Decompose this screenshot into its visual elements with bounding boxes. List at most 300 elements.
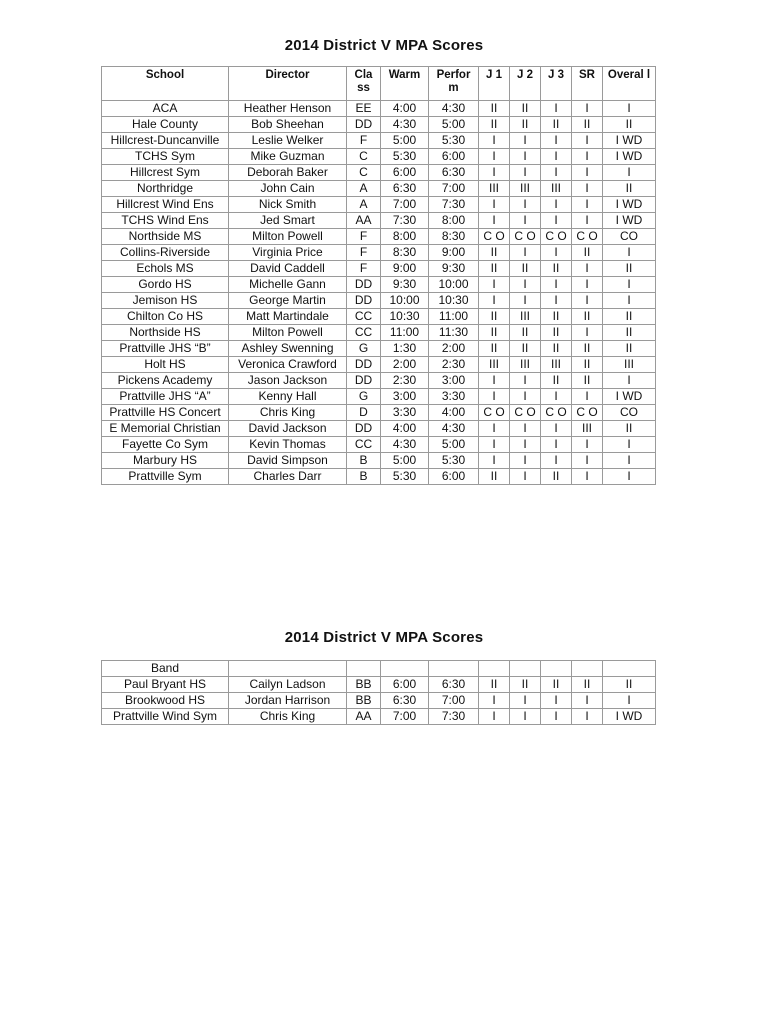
table-row: [102, 325, 656, 341]
perform-cell: 5:00: [429, 437, 479, 453]
class-cell: CC: [347, 309, 381, 325]
warm-cell: 4:30: [381, 117, 429, 133]
warm-cell: 4:00: [381, 101, 429, 117]
j2-cell: III: [510, 309, 541, 325]
j2-cell: II: [510, 341, 541, 357]
sr-cell: II: [572, 309, 603, 325]
sr-cell: II: [572, 341, 603, 357]
perform-cell: 7:30: [429, 197, 479, 213]
warm-cell: 7:00: [381, 197, 429, 213]
table-row: [102, 149, 656, 165]
j1-cell: I: [479, 709, 510, 725]
warm-cell: 5:00: [381, 133, 429, 149]
school-cell: Band: [102, 661, 229, 677]
j1-cell: I: [479, 213, 510, 229]
j3-cell: II: [541, 469, 572, 485]
class-cell: G: [347, 389, 381, 405]
overall-cell: II: [603, 677, 656, 693]
sr-cell: I: [572, 709, 603, 725]
warm-cell: 4:00: [381, 421, 429, 437]
j2-cell: I: [510, 693, 541, 709]
director-cell: Milton Powell: [229, 229, 347, 245]
school-cell: Jemison HS: [102, 293, 229, 309]
warm-cell: 6:30: [381, 181, 429, 197]
overall-cell: I: [603, 165, 656, 181]
school-cell: Prattville Sym: [102, 469, 229, 485]
table-row: [102, 693, 656, 709]
table-row: [102, 437, 656, 453]
j2-cell: I: [510, 197, 541, 213]
j1-cell: II: [479, 101, 510, 117]
school-cell: Holt HS: [102, 357, 229, 373]
j2-cell: I: [510, 453, 541, 469]
director-cell: David Simpson: [229, 453, 347, 469]
warm-cell: 2:00: [381, 357, 429, 373]
j1-cell: I: [479, 389, 510, 405]
j1-cell: II: [479, 677, 510, 693]
director-cell: Virginia Price: [229, 245, 347, 261]
header-perform: Perfor m: [429, 67, 479, 101]
perform-cell: 8:00: [429, 213, 479, 229]
sr-cell: I: [572, 693, 603, 709]
warm-cell: 6:30: [381, 693, 429, 709]
j2-cell: II: [510, 101, 541, 117]
j1-cell: II: [479, 261, 510, 277]
j1-cell: C O: [479, 405, 510, 421]
school-cell: Hillcrest Sym: [102, 165, 229, 181]
perform-cell: 6:30: [429, 165, 479, 181]
overall-cell: I: [603, 469, 656, 485]
perform-cell: 6:00: [429, 149, 479, 165]
j2-cell: I: [510, 213, 541, 229]
j1-cell: C O: [479, 229, 510, 245]
class-cell: C: [347, 149, 381, 165]
table-row: [102, 453, 656, 469]
perform-cell: 2:30: [429, 357, 479, 373]
overall-cell: II: [603, 341, 656, 357]
j3-cell: III: [541, 181, 572, 197]
overall-cell: II: [603, 421, 656, 437]
school-cell: Echols MS: [102, 261, 229, 277]
director-cell: Veronica Crawford: [229, 357, 347, 373]
j2-cell: II: [510, 117, 541, 133]
class-cell: DD: [347, 357, 381, 373]
j1-cell: II: [479, 309, 510, 325]
school-cell: Collins-Riverside: [102, 245, 229, 261]
overall-cell: CO: [603, 229, 656, 245]
director-cell: Charles Darr: [229, 469, 347, 485]
class-cell: B: [347, 453, 381, 469]
school-cell: Fayette Co Sym: [102, 437, 229, 453]
warm-cell: 6:00: [381, 165, 429, 181]
j1-cell: I: [479, 453, 510, 469]
director-cell: Cailyn Ladson: [229, 677, 347, 693]
j2-cell: I: [510, 389, 541, 405]
scores-table-body: [102, 101, 656, 485]
warm-cell: 9:00: [381, 261, 429, 277]
header-overall: Overal l: [603, 67, 656, 101]
table-row: [102, 677, 656, 693]
j3-cell: I: [541, 709, 572, 725]
overall-cell: I: [603, 277, 656, 293]
table-row: [102, 389, 656, 405]
school-cell: Pickens Academy: [102, 373, 229, 389]
sr-cell: I: [572, 197, 603, 213]
perform-cell: 5:30: [429, 133, 479, 149]
sr-cell: C O: [572, 229, 603, 245]
perform-cell: 9:00: [429, 245, 479, 261]
director-cell: Jed Smart: [229, 213, 347, 229]
j2-cell: II: [510, 325, 541, 341]
table-row: [102, 469, 656, 485]
class-cell: A: [347, 197, 381, 213]
j3-cell: II: [541, 309, 572, 325]
director-cell: Matt Martindale: [229, 309, 347, 325]
j3-cell: I: [541, 101, 572, 117]
sr-cell: [572, 661, 603, 677]
j2-cell: I: [510, 133, 541, 149]
school-cell: Marbury HS: [102, 453, 229, 469]
table-row: [102, 309, 656, 325]
class-cell: EE: [347, 101, 381, 117]
j1-cell: II: [479, 117, 510, 133]
overall-cell: I: [603, 293, 656, 309]
j3-cell: I: [541, 133, 572, 149]
sr-cell: I: [572, 293, 603, 309]
director-cell: Kevin Thomas: [229, 437, 347, 453]
perform-cell: 7:30: [429, 709, 479, 725]
school-cell: Northridge: [102, 181, 229, 197]
header-school: School: [102, 67, 229, 101]
class-cell: F: [347, 261, 381, 277]
j1-cell: I: [479, 293, 510, 309]
class-cell: B: [347, 469, 381, 485]
j2-cell: I: [510, 421, 541, 437]
band-scores-table-body: [102, 661, 656, 725]
sr-cell: I: [572, 437, 603, 453]
j2-cell: I: [510, 373, 541, 389]
sr-cell: II: [572, 245, 603, 261]
school-cell: Northside HS: [102, 325, 229, 341]
overall-cell: I: [603, 693, 656, 709]
warm-cell: 3:00: [381, 389, 429, 405]
header-j1: J 1: [479, 67, 510, 101]
j2-cell: I: [510, 165, 541, 181]
header-sr: SR: [572, 67, 603, 101]
table-row: [102, 213, 656, 229]
table-row: [102, 421, 656, 437]
warm-cell: 5:00: [381, 453, 429, 469]
perform-cell: 10:00: [429, 277, 479, 293]
director-cell: Chris King: [229, 405, 347, 421]
j2-cell: III: [510, 181, 541, 197]
j3-cell: I: [541, 389, 572, 405]
table-row: [102, 709, 656, 725]
warm-cell: 3:30: [381, 405, 429, 421]
sr-cell: II: [572, 117, 603, 133]
class-cell: BB: [347, 677, 381, 693]
sr-cell: I: [572, 181, 603, 197]
warm-cell: 2:30: [381, 373, 429, 389]
j3-cell: I: [541, 165, 572, 181]
school-cell: Prattville JHS “B”: [102, 341, 229, 357]
overall-cell: I WD: [603, 213, 656, 229]
j3-cell: I: [541, 245, 572, 261]
class-cell: F: [347, 245, 381, 261]
table-row: [102, 101, 656, 117]
table-row: [102, 277, 656, 293]
director-cell: Heather Henson: [229, 101, 347, 117]
director-cell: [229, 661, 347, 677]
director-cell: Bob Sheehan: [229, 117, 347, 133]
director-cell: Chris King: [229, 709, 347, 725]
warm-cell: 7:00: [381, 709, 429, 725]
j2-cell: I: [510, 709, 541, 725]
class-cell: DD: [347, 293, 381, 309]
perform-cell: 7:00: [429, 181, 479, 197]
j2-cell: I: [510, 149, 541, 165]
overall-cell: I: [603, 245, 656, 261]
j3-cell: I: [541, 149, 572, 165]
j3-cell: C O: [541, 405, 572, 421]
class-cell: D: [347, 405, 381, 421]
sr-cell: I: [572, 165, 603, 181]
director-cell: Nick Smith: [229, 197, 347, 213]
table-row: [102, 293, 656, 309]
j1-cell: I: [479, 693, 510, 709]
warm-cell: 6:00: [381, 677, 429, 693]
perform-cell: 11:30: [429, 325, 479, 341]
sr-cell: I: [572, 213, 603, 229]
header-director: Director: [229, 67, 347, 101]
director-cell: Deborah Baker: [229, 165, 347, 181]
j2-cell: I: [510, 293, 541, 309]
j1-cell: II: [479, 325, 510, 341]
header-warm: Warm: [381, 67, 429, 101]
overall-cell: I WD: [603, 149, 656, 165]
table-row: [102, 373, 656, 389]
j2-cell: I: [510, 437, 541, 453]
j3-cell: I: [541, 421, 572, 437]
school-cell: Hale County: [102, 117, 229, 133]
j2-cell: III: [510, 357, 541, 373]
warm-cell: 10:00: [381, 293, 429, 309]
j2-cell: I: [510, 277, 541, 293]
warm-cell: 8:30: [381, 245, 429, 261]
class-cell: [347, 661, 381, 677]
sr-cell: C O: [572, 405, 603, 421]
director-cell: David Jackson: [229, 421, 347, 437]
sr-cell: III: [572, 421, 603, 437]
warm-cell: 5:30: [381, 149, 429, 165]
table-row: [102, 181, 656, 197]
class-cell: A: [347, 181, 381, 197]
director-cell: Jordan Harrison: [229, 693, 347, 709]
overall-cell: II: [603, 325, 656, 341]
j3-cell: II: [541, 373, 572, 389]
j1-cell: I: [479, 133, 510, 149]
perform-cell: 2:00: [429, 341, 479, 357]
table-row: [102, 245, 656, 261]
overall-cell: CO: [603, 405, 656, 421]
header-j2: J 2: [510, 67, 541, 101]
j3-cell: I: [541, 437, 572, 453]
overall-cell: II: [603, 117, 656, 133]
overall-cell: I: [603, 101, 656, 117]
header-row: [102, 67, 656, 101]
perform-cell: 9:30: [429, 261, 479, 277]
school-cell: E Memorial Christian: [102, 421, 229, 437]
page-title: 2014 District V MPA Scores: [284, 37, 484, 54]
overall-cell: II: [603, 309, 656, 325]
j3-cell: I: [541, 197, 572, 213]
perform-cell: 8:30: [429, 229, 479, 245]
table-row: [102, 117, 656, 133]
overall-cell: III: [603, 357, 656, 373]
j3-cell: II: [541, 261, 572, 277]
sr-cell: I: [572, 277, 603, 293]
sr-cell: I: [572, 149, 603, 165]
warm-cell: 8:00: [381, 229, 429, 245]
j2-cell: II: [510, 677, 541, 693]
perform-cell: 11:00: [429, 309, 479, 325]
class-cell: DD: [347, 277, 381, 293]
j1-cell: II: [479, 341, 510, 357]
j3-cell: II: [541, 325, 572, 341]
overall-cell: I: [603, 373, 656, 389]
school-cell: Hillcrest Wind Ens: [102, 197, 229, 213]
j3-cell: II: [541, 677, 572, 693]
sr-cell: I: [572, 453, 603, 469]
class-cell: C: [347, 165, 381, 181]
j3-cell: II: [541, 341, 572, 357]
class-cell: F: [347, 229, 381, 245]
sr-cell: I: [572, 325, 603, 341]
director-cell: David Caddell: [229, 261, 347, 277]
header-j3: J 3: [541, 67, 572, 101]
director-cell: Kenny Hall: [229, 389, 347, 405]
school-cell: ACA: [102, 101, 229, 117]
class-cell: AA: [347, 213, 381, 229]
school-cell: Paul Bryant HS: [102, 677, 229, 693]
j2-cell: I: [510, 469, 541, 485]
j3-cell: III: [541, 357, 572, 373]
perform-cell: 4:30: [429, 421, 479, 437]
perform-cell: 7:00: [429, 693, 479, 709]
j2-cell: C O: [510, 405, 541, 421]
perform-cell: 5:30: [429, 453, 479, 469]
class-cell: DD: [347, 117, 381, 133]
director-cell: John Cain: [229, 181, 347, 197]
director-cell: Michelle Gann: [229, 277, 347, 293]
school-cell: Prattville HS Concert: [102, 405, 229, 421]
j3-cell: I: [541, 213, 572, 229]
sr-cell: I: [572, 101, 603, 117]
table-row: [102, 229, 656, 245]
section-title: 2014 District V MPA Scores: [284, 629, 484, 646]
class-cell: CC: [347, 325, 381, 341]
warm-cell: 9:30: [381, 277, 429, 293]
overall-cell: I WD: [603, 197, 656, 213]
j1-cell: II: [479, 245, 510, 261]
table-row: [102, 357, 656, 373]
header-class: Cla ss: [347, 67, 381, 101]
director-cell: Jason Jackson: [229, 373, 347, 389]
j2-cell: II: [510, 261, 541, 277]
director-cell: George Martin: [229, 293, 347, 309]
school-cell: Gordo HS: [102, 277, 229, 293]
sr-cell: II: [572, 357, 603, 373]
j1-cell: I: [479, 197, 510, 213]
table-row: [102, 405, 656, 421]
overall-cell: I WD: [603, 133, 656, 149]
school-cell: Chilton Co HS: [102, 309, 229, 325]
j1-cell: I: [479, 437, 510, 453]
j1-cell: I: [479, 277, 510, 293]
j3-cell: [541, 661, 572, 677]
sr-cell: II: [572, 677, 603, 693]
perform-cell: 5:00: [429, 117, 479, 133]
j3-cell: I: [541, 693, 572, 709]
j2-cell: [510, 661, 541, 677]
band-scores-table: [101, 660, 656, 725]
j3-cell: I: [541, 293, 572, 309]
warm-cell: 5:30: [381, 469, 429, 485]
perform-cell: 6:00: [429, 469, 479, 485]
sr-cell: I: [572, 469, 603, 485]
class-cell: CC: [347, 437, 381, 453]
overall-cell: II: [603, 181, 656, 197]
director-cell: Ashley Swenning: [229, 341, 347, 357]
warm-cell: 10:30: [381, 309, 429, 325]
j1-cell: I: [479, 165, 510, 181]
j3-cell: I: [541, 453, 572, 469]
table-row: [102, 165, 656, 181]
j1-cell: [479, 661, 510, 677]
warm-cell: [381, 661, 429, 677]
j1-cell: III: [479, 181, 510, 197]
perform-cell: 4:00: [429, 405, 479, 421]
j3-cell: I: [541, 277, 572, 293]
sr-cell: II: [572, 373, 603, 389]
warm-cell: 7:30: [381, 213, 429, 229]
class-cell: AA: [347, 709, 381, 725]
director-cell: Mike Guzman: [229, 149, 347, 165]
class-cell: F: [347, 133, 381, 149]
j1-cell: I: [479, 421, 510, 437]
perform-cell: 6:30: [429, 677, 479, 693]
school-cell: Prattville Wind Sym: [102, 709, 229, 725]
warm-cell: 1:30: [381, 341, 429, 357]
class-cell: G: [347, 341, 381, 357]
j3-cell: C O: [541, 229, 572, 245]
perform-cell: [429, 661, 479, 677]
perform-cell: 10:30: [429, 293, 479, 309]
j3-cell: II: [541, 117, 572, 133]
overall-cell: [603, 661, 656, 677]
warm-cell: 4:30: [381, 437, 429, 453]
j1-cell: III: [479, 357, 510, 373]
scores-table: [101, 66, 656, 485]
director-cell: Milton Powell: [229, 325, 347, 341]
class-cell: DD: [347, 421, 381, 437]
sr-cell: I: [572, 261, 603, 277]
school-cell: Brookwood HS: [102, 693, 229, 709]
warm-cell: 11:00: [381, 325, 429, 341]
overall-cell: I WD: [603, 709, 656, 725]
j1-cell: I: [479, 373, 510, 389]
school-cell: Hillcrest-Duncanville: [102, 133, 229, 149]
